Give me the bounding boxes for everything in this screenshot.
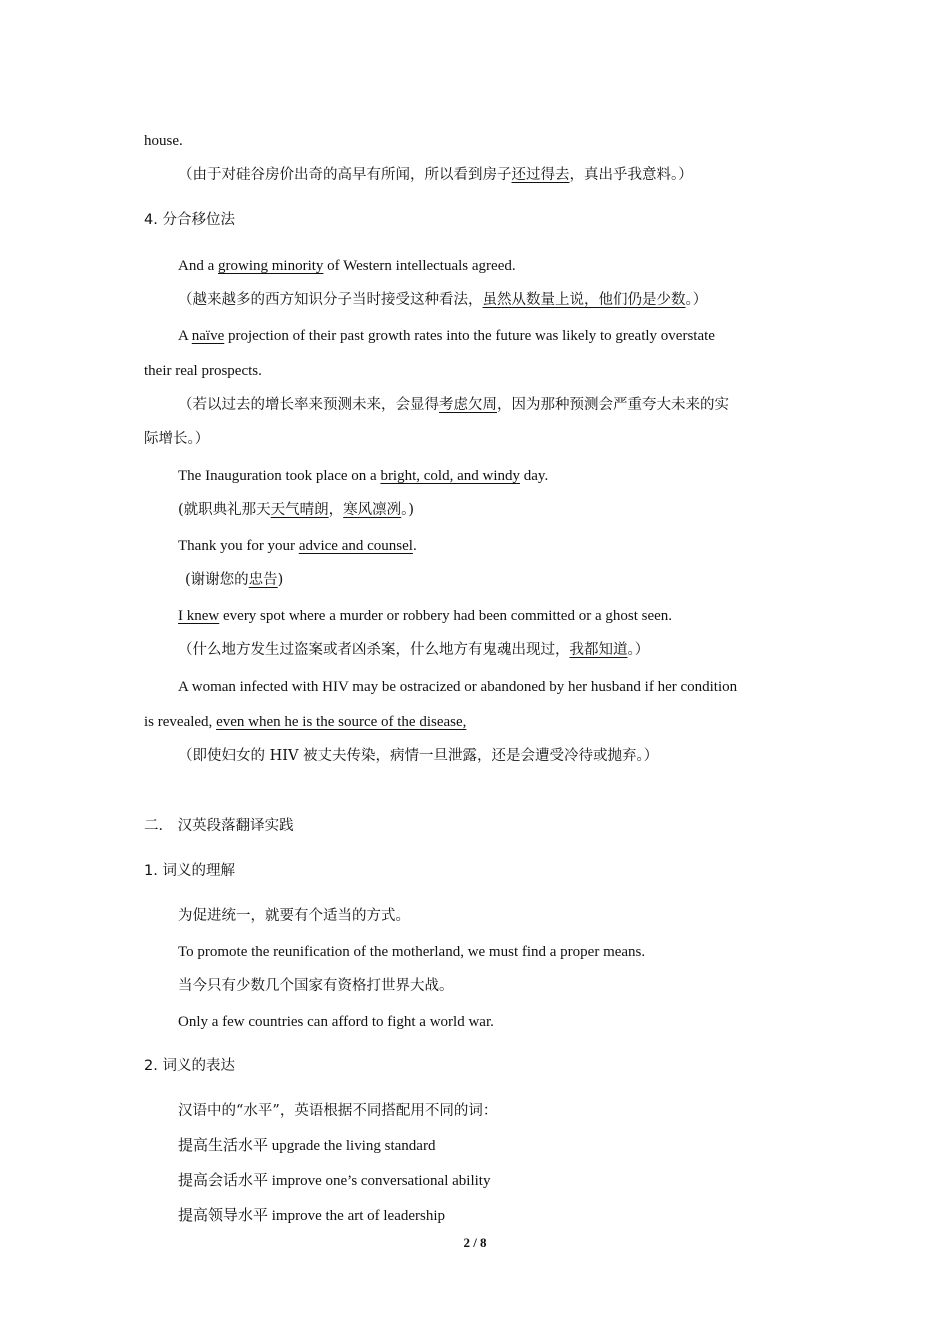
english-example: A naïve projection of their past growth rates into the future was likely to greatly overstate bbox=[178, 328, 715, 344]
english-example: The Inauguration took place on a bright, cold, and windy day. bbox=[178, 468, 549, 484]
page-number: 2 / 8 bbox=[463, 1235, 487, 1250]
chinese-translation: （若以过去的增长率来预测未来，会显得考虑欠周，因为那种预测会严重夸大未来的实 bbox=[178, 397, 729, 413]
text-line: their real prospects. bbox=[144, 363, 262, 379]
english-translation: Only a few countries can afford to fight a world war. bbox=[178, 1014, 494, 1030]
english-example: A woman infected with HIV may be ostracized or abandoned by her husband if her condition bbox=[178, 679, 738, 695]
english-example: Thank you for your advice and counsel. bbox=[178, 538, 417, 554]
phrase-example: 提高生活水平 upgrade the living standard bbox=[178, 1138, 436, 1154]
chinese-translation: （越来越多的西方知识分子当时接受这种看法，虽然从数量上说，他们仍是少数。） bbox=[178, 292, 708, 308]
chinese-translation: (就职典礼那天天气晴朗，寒风凛冽。) bbox=[178, 502, 415, 518]
chinese-example: 当今只有少数几个国家有资格打世界大战。 bbox=[178, 978, 454, 994]
chinese-translation: (谢谢您的忠告) bbox=[185, 572, 284, 588]
text-line: is revealed, even when he is the source of the disease, bbox=[144, 714, 467, 730]
text-line: house. bbox=[144, 133, 183, 149]
chinese-translation: （什么地方发生过盗案或者凶杀案，什么地方有鬼魂出现过，我都知道。） bbox=[178, 642, 650, 658]
chinese-translation: （即使妇女的 HIV 被丈夫传染，病情一旦泄露，还是会遭受冷待或抛弃。） bbox=[178, 748, 659, 764]
section-heading: 2. 词义的表达 bbox=[144, 1058, 235, 1074]
part-heading: 二． 汉英段落翻译实践 bbox=[144, 818, 294, 834]
english-translation: To promote the reunification of the motherland, we must find a proper means. bbox=[178, 944, 646, 960]
text-line: 际增长。） bbox=[144, 431, 210, 447]
english-example: I knew every spot where a murder or robbery had been committed or a ghost seen. bbox=[178, 608, 673, 624]
phrase-example: 提高会话水平 improve one’s conversational ability bbox=[178, 1173, 491, 1189]
section-heading: 4. 分合移位法 bbox=[144, 212, 235, 228]
text-line: 汉语中的“水平”，英语根据不同搭配用不同的词： bbox=[178, 1103, 498, 1119]
section-heading: 1. 词义的理解 bbox=[144, 863, 235, 879]
chinese-translation: （由于对硅谷房价出奇的高早有所闻，所以看到房子还过得去，真出乎我意料。） bbox=[178, 167, 693, 183]
english-example: And a growing minority of Western intellectuals agreed. bbox=[178, 258, 516, 274]
phrase-example: 提高领导水平 improve the art of leadership bbox=[178, 1208, 446, 1224]
chinese-example: 为促进统一，就要有个适当的方式。 bbox=[178, 908, 410, 924]
